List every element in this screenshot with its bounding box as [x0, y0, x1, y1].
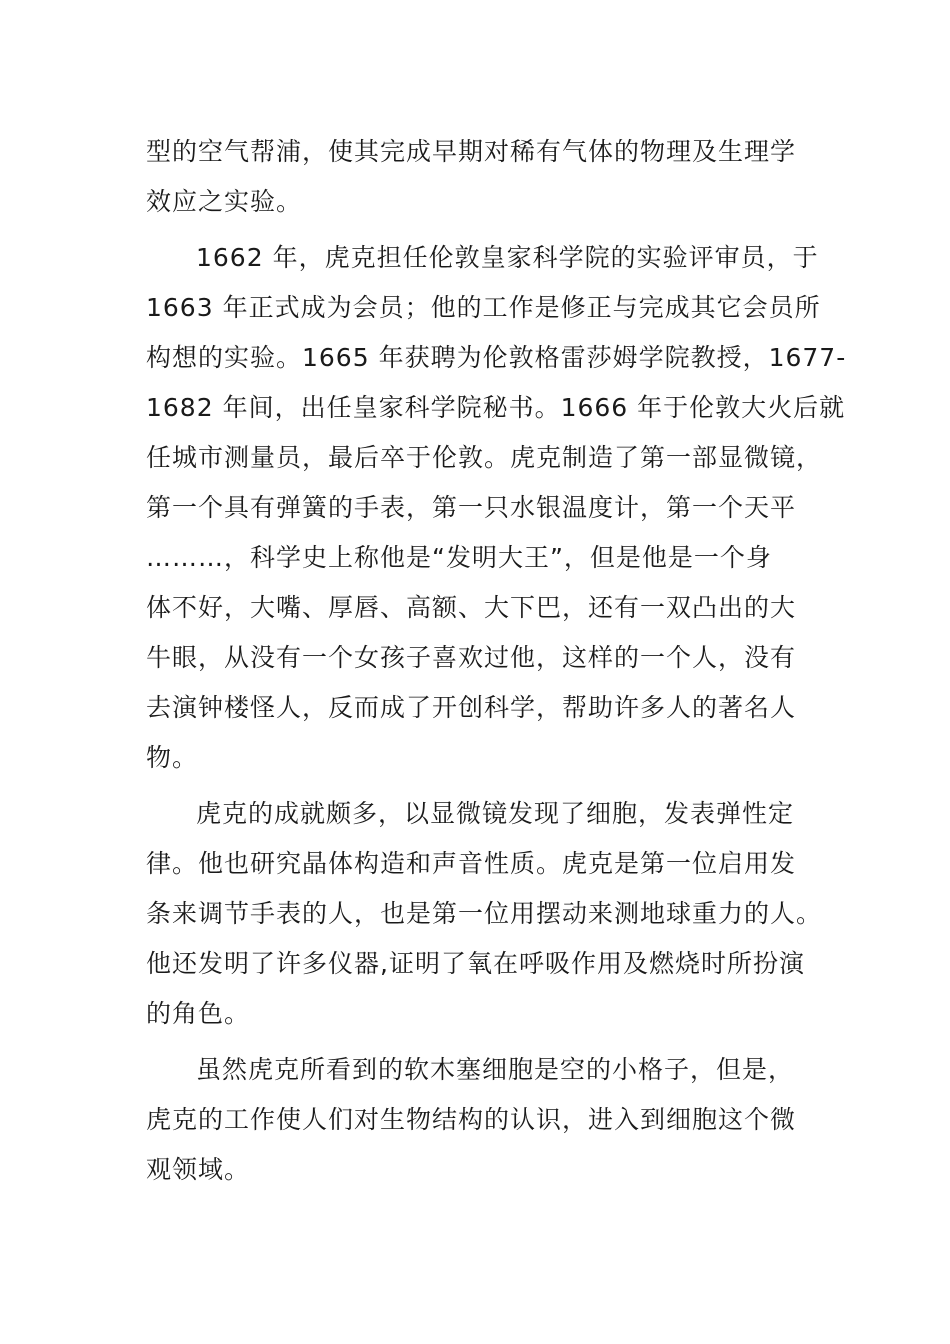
- text-line: 的角色。: [146, 999, 251, 1028]
- text-line: 虎克的成就颇多，以显微镜发现了细胞，发表弹性定: [196, 799, 795, 828]
- text-line: 第一个具有弹簧的手表，第一只水银温度计，第一个天平: [146, 493, 797, 522]
- text-line: 1663 年正式成为会员；他的工作是修正与完成其它会员所: [146, 293, 821, 322]
- text-line: 效应之实验。: [146, 187, 303, 216]
- text-line: 去演钟楼怪人，反而成了开创科学，帮助许多人的著名人: [146, 693, 797, 722]
- text-line: 他还发明了许多仪器,证明了氧在呼吸作用及燃烧时所扮演: [146, 949, 805, 978]
- text-line: 虎克的工作使人们对生物结构的认识，进入到细胞这个微: [146, 1105, 797, 1134]
- document-page: [146, 127, 847, 1195]
- text-line: 构想的实验。1665 年获聘为伦敦格雷莎姆学院教授，1677-: [146, 343, 847, 372]
- paragraph-3: [146, 789, 823, 1039]
- text-line: 律。他也研究晶体构造和声音性质。虎克是第一位启用发: [146, 849, 797, 878]
- text-line: 物。: [146, 743, 199, 772]
- paragraph-4: [146, 1045, 801, 1195]
- text-line: 条来调节手表的人，也是第一位用摆动来测地球重力的人。: [146, 899, 823, 928]
- text-line: 任城市测量员，最后卒于伦敦。虎克制造了第一部显微镜，: [146, 443, 823, 472]
- text-line: 观领域。: [146, 1155, 251, 1184]
- text-line: 体不好，大嘴、厚唇、高额、大下巴，还有一双凸出的大: [146, 593, 797, 622]
- text-line: 虽然虎克所看到的软木塞细胞是空的小格子，但是，: [196, 1055, 795, 1084]
- text-line: 1682 年间，出任皇家科学院秘书。1666 年于伦敦大火后就: [146, 393, 846, 422]
- text-line: 1662 年，虎克担任伦敦皇家科学院的实验评审员，于: [196, 243, 819, 272]
- text-line: ………，科学史上称他是“发明大王”，但是他是一个身: [146, 543, 772, 572]
- paragraph-1: [146, 127, 801, 227]
- paragraph-2: [146, 233, 847, 783]
- text-line: 型的空气帮浦，使其完成早期对稀有气体的物理及生理学: [146, 137, 797, 166]
- text-line: 牛眼，从没有一个女孩子喜欢过他，这样的一个人，没有: [146, 643, 797, 672]
